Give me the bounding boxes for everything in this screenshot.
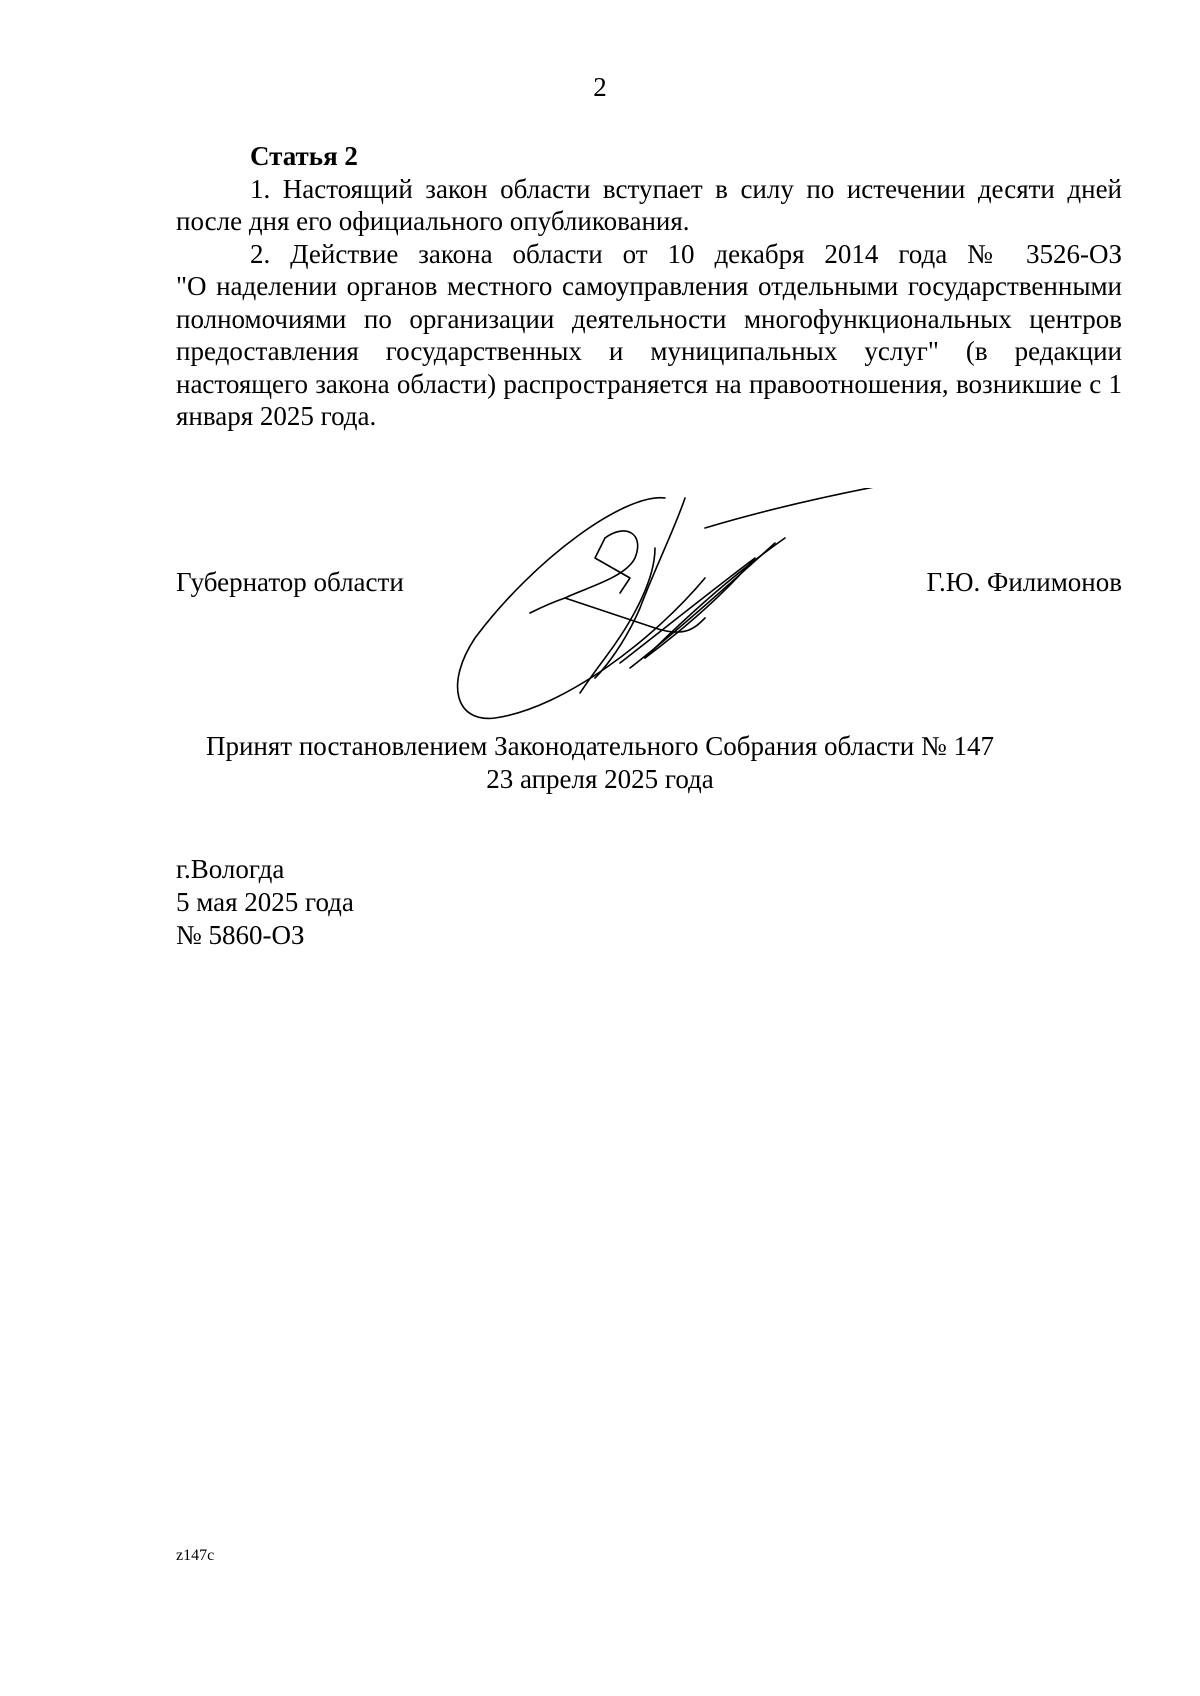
page-number: 2: [593, 72, 607, 102]
law-date: 5 мая 2025 года: [176, 887, 354, 917]
adoption-line-2: 23 апреля 2025 года: [486, 764, 714, 794]
article-paragraph-2-first-line: 2. Действие закона области от 10 декабря 2014 года № 3526-ОЗ: [250, 238, 1122, 269]
article-paragraph-2: [176, 238, 1122, 433]
article-paragraph-1: 1. Настоящий закон области вступает в силу по истечении десяти дней после дня его официального опубликования.: [176, 173, 1122, 236]
article-title: Статья 2: [250, 141, 358, 171]
governor-name: Г.Ю. Филимонов: [926, 567, 1122, 597]
adoption-note: [0, 730, 1200, 796]
handwritten-signature: [455, 488, 910, 728]
city: г.Вологда: [176, 854, 285, 884]
article-paragraph-2-rest: "О наделении органов местного самоуправления отдельными государственными полномочиями по организации деятельности многофункциональных центров предоставления государственных и муниципальных услуг" (в редакции настоящего закона области) распространяется на правоотношения, возникшие с 1 января 2025 года.: [176, 271, 1122, 431]
document-code: z147c: [176, 1547, 215, 1564]
governor-title: Губернатор области: [176, 567, 404, 597]
adoption-line-1: Принят постановлением Законодательного Собрания области № 147: [205, 731, 995, 761]
place-date-number: [176, 853, 354, 952]
article-section: [176, 140, 1122, 433]
law-number: № 5860-ОЗ: [176, 920, 305, 950]
